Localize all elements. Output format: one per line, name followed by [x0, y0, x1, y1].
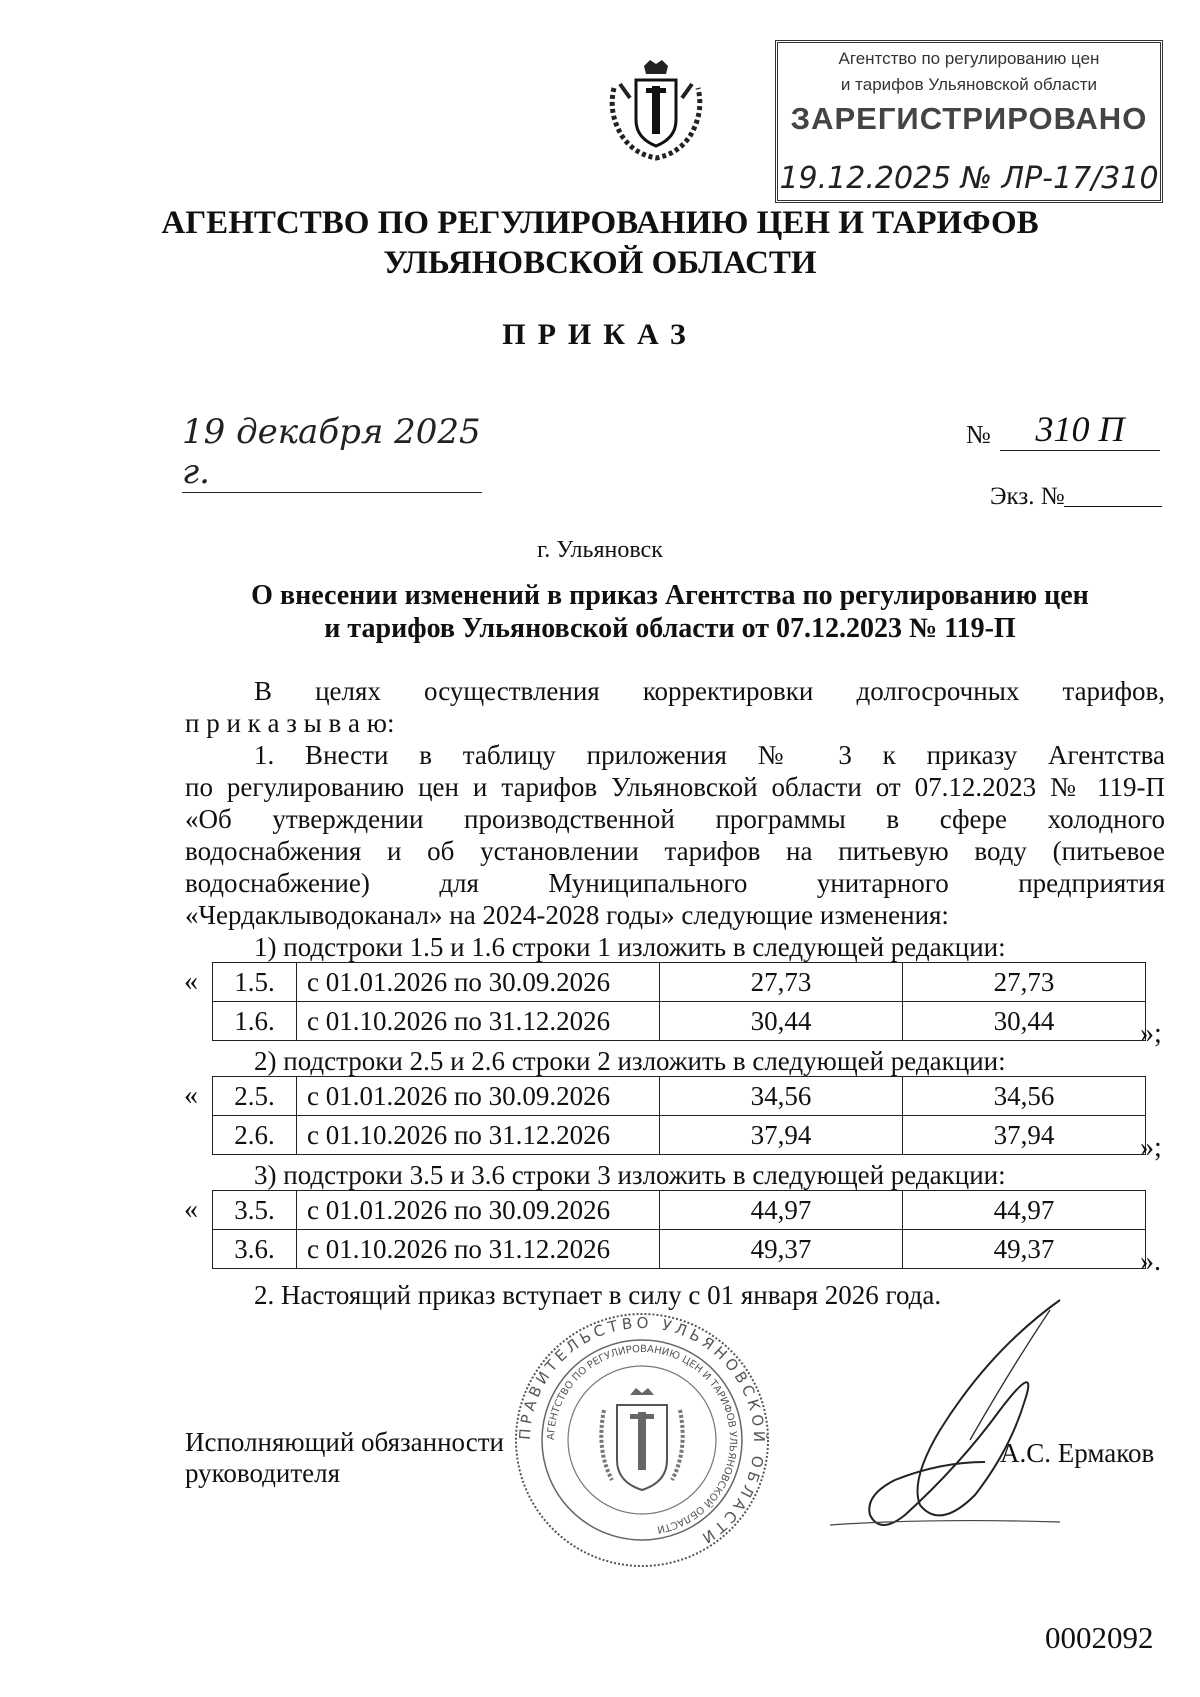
- city: г. Ульяновск: [537, 537, 663, 563]
- subitem-3-table: [212, 1190, 1146, 1269]
- table-row: [213, 1116, 1146, 1155]
- seal-outer-text: ПРАВИТЕЛЬСТВО УЛЬЯНОВСКОЙ ОБЛАСТИ: [515, 1313, 769, 1550]
- table-row: [213, 1230, 1146, 1269]
- row-number: 3.5.: [213, 1191, 297, 1230]
- stamp-status: ЗАРЕГИСТРИРОВАНО: [790, 101, 1148, 136]
- registration-stamp: [775, 40, 1163, 203]
- subitem-1-table: [212, 962, 1146, 1041]
- signatory-role: [185, 1427, 504, 1489]
- row-period: с 01.01.2026 по 30.09.2026: [297, 1191, 660, 1230]
- stamp-line-1: Агентство по регулированию цен: [838, 49, 1100, 68]
- agency-title-line-1: АГЕНТСТВО ПО РЕГУЛИРОВАНИЮ ЦЕН И ТАРИФОВ: [161, 205, 1039, 241]
- row-period: с 01.10.2026 по 31.12.2026: [297, 1230, 660, 1269]
- row-number: 2.5.: [213, 1077, 297, 1116]
- row-value-1: 34,56: [660, 1077, 903, 1116]
- subitem-1-open-quote: «: [184, 966, 198, 997]
- document-type: ПРИКАЗ: [502, 318, 698, 351]
- table-row: [213, 1002, 1146, 1041]
- item1-line-2: по регулированию цен и тарифов Ульяновской области от 07.12.2023 № 119-П: [185, 772, 1165, 802]
- coat-of-arms-icon: [606, 58, 706, 162]
- row-value-2: 49,37: [903, 1230, 1146, 1269]
- row-value-2: 34,56: [903, 1077, 1146, 1116]
- agency-title-line-2: УЛЬЯНОВСКОЙ ОБЛАСТИ: [383, 245, 817, 281]
- subitem-3-open-quote: «: [184, 1194, 198, 1225]
- stamp-handwritten-number: 19.12.2025 № ЛР-17/310: [779, 161, 1159, 196]
- intro-line-2: п р и к а з ы в а ю:: [185, 708, 395, 738]
- subitem-2-table: [212, 1076, 1146, 1155]
- item1-line-1: 1. Внести в таблицу приложения № 3 к приказу Агентства: [254, 740, 1165, 770]
- item1-line-4: водоснабжения и об установлении тарифов на питьевую воду (питьевое: [185, 836, 1165, 866]
- stamp-line-2: и тарифов Ульяновской области: [840, 75, 1098, 94]
- signatory-name: А.С. Ермаков: [1000, 1438, 1155, 1468]
- row-value-1: 27,73: [660, 963, 903, 1002]
- row-period: с 01.01.2026 по 30.09.2026: [297, 963, 660, 1002]
- seal-inner-text: АГЕНТСТВО ПО РЕГУЛИРОВАНИЮ ЦЕН И ТАРИФОВ УЛЬЯНОВСКОЙ ОБЛАСТИ: [545, 1343, 739, 1535]
- row-value-1: 37,94: [660, 1116, 903, 1155]
- row-number: 3.6.: [213, 1230, 297, 1269]
- signatory-role-line-2: руководителя: [185, 1458, 341, 1488]
- copy-number-line: [1064, 506, 1162, 507]
- row-value-1: 49,37: [660, 1230, 903, 1269]
- table-row: [213, 963, 1146, 1002]
- row-value-2: 44,97: [903, 1191, 1146, 1230]
- item-2: 2. Настоящий приказ вступает в силу с 01 января 2026 года.: [254, 1280, 942, 1310]
- document-date: 19 декабря 2025 г.: [182, 412, 481, 492]
- row-value-1: 44,97: [660, 1191, 903, 1230]
- number-label: №: [966, 420, 991, 449]
- row-number: 1.5.: [213, 963, 297, 1002]
- subitem-3-close-quote: ».: [1140, 1246, 1161, 1277]
- subject-line-2: и тарифов Ульяновской области от 07.12.2023 № 119-П: [324, 613, 1016, 644]
- subject-line-1: О внесении изменений в приказ Агентства по регулированию цен: [251, 580, 1089, 611]
- row-value-2: 27,73: [903, 963, 1146, 1002]
- item1-line-5: водоснабжение) для Муниципального унитарного предприятия: [185, 868, 1165, 898]
- subitem-2-open-quote: «: [184, 1080, 198, 1111]
- table-row: [213, 1077, 1146, 1116]
- document-serial-number: 0002092: [1045, 1620, 1154, 1655]
- official-seal: [512, 1310, 772, 1570]
- item1-line-6: «Чердаклыводоканал» на 2024-2028 годы» следующие изменения:: [185, 900, 949, 930]
- row-period: с 01.01.2026 по 30.09.2026: [297, 1077, 660, 1116]
- row-period: с 01.10.2026 по 31.12.2026: [297, 1002, 660, 1041]
- handwritten-signature: [810, 1290, 1170, 1540]
- subitem-1-close-quote: »;: [1140, 1018, 1162, 1049]
- row-value-2: 30,44: [903, 1002, 1146, 1041]
- item1-line-3: «Об утверждении производственной программы в сфере холодного: [185, 804, 1165, 834]
- row-value-1: 30,44: [660, 1002, 903, 1041]
- row-number: 2.6.: [213, 1116, 297, 1155]
- subitem-2-close-quote: »;: [1140, 1132, 1162, 1163]
- row-period: с 01.10.2026 по 31.12.2026: [297, 1116, 660, 1155]
- subitem-2-heading: 2) подстроки 2.5 и 2.6 строки 2 изложить в следующей редакции:: [254, 1046, 1006, 1076]
- subitem-3-heading: 3) подстроки 3.5 и 3.6 строки 3 изложить в следующей редакции:: [254, 1160, 1006, 1190]
- document-number: 310 П: [1000, 408, 1160, 451]
- subitem-1-heading: 1) подстроки 1.5 и 1.6 строки 1 изложить в следующей редакции:: [254, 932, 1006, 962]
- row-value-2: 37,94: [903, 1116, 1146, 1155]
- table-row: [213, 1191, 1146, 1230]
- intro-line-1: В целях осуществления корректировки долгосрочных тарифов,: [254, 676, 1165, 706]
- copy-label: Экз. №: [990, 483, 1065, 510]
- signatory-role-line-1: Исполняющий обязанности: [185, 1427, 504, 1457]
- row-number: 1.6.: [213, 1002, 297, 1041]
